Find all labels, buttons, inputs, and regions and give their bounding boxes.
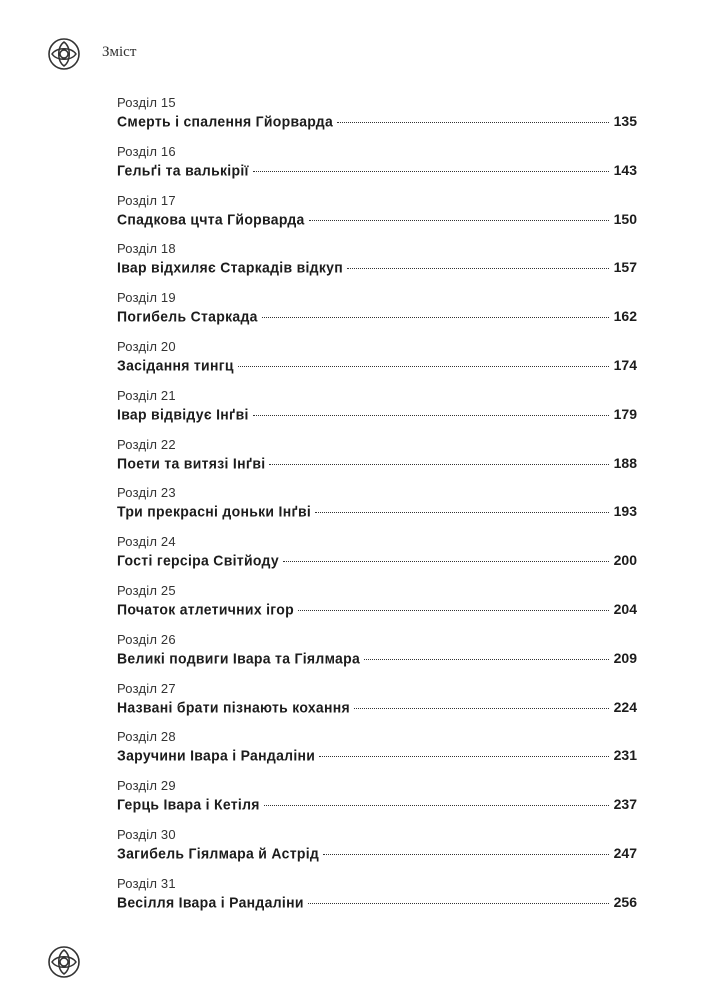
toc-title-line xyxy=(117,306,637,326)
page-number: 150 xyxy=(613,210,637,227)
toc-title-line xyxy=(117,257,637,277)
chapter-title: Гельґі та валькірії xyxy=(117,161,249,179)
dot-leader xyxy=(262,317,609,318)
chapter-title: Названі брати пізнають кохання xyxy=(117,697,350,716)
dot-leader xyxy=(364,659,609,660)
toc-entry xyxy=(117,582,637,631)
chapter-title: Великі подвиги Івара та Гіялмара xyxy=(117,649,361,667)
chapter-label: Розділ 22 xyxy=(117,436,176,452)
page-number: 135 xyxy=(613,113,637,129)
toc-title-line xyxy=(117,404,637,424)
chapter-title: Смерть і спалення Гйорварда xyxy=(117,112,334,130)
toc-title-line xyxy=(117,355,637,375)
toc-entry xyxy=(117,728,637,777)
toc-entry xyxy=(117,484,637,533)
dot-leader xyxy=(319,756,609,757)
chapter-label: Розділ 15 xyxy=(117,95,176,110)
chapter-title: Заручини Івара і Рандаліни xyxy=(117,746,316,764)
dot-leader xyxy=(253,415,609,416)
toc-title-line xyxy=(117,209,637,229)
toc-entry xyxy=(117,289,637,338)
page-number: 237 xyxy=(613,796,637,813)
page-number: 256 xyxy=(613,893,637,910)
chapter-label: Розділ 18 xyxy=(117,241,176,257)
chapter-label: Розділ 20 xyxy=(117,338,176,354)
toc-title-line xyxy=(117,501,637,521)
dot-leader xyxy=(323,854,609,855)
chapter-label: Розділ 24 xyxy=(117,534,176,550)
chapter-label: Розділ 17 xyxy=(117,192,176,208)
toc-title-line xyxy=(117,794,637,814)
page-header-title: Зміст xyxy=(102,44,137,60)
toc-entry xyxy=(117,240,637,289)
toc-entry xyxy=(117,875,637,924)
dot-leader xyxy=(308,903,609,904)
chapter-label: Розділ 23 xyxy=(117,485,176,501)
page-number: 188 xyxy=(613,454,637,471)
chapter-label: Розділ 25 xyxy=(117,582,176,598)
chapter-title: Гості герсіра Світйоду xyxy=(117,551,279,569)
chapter-title: Засідання тингц xyxy=(117,356,234,374)
page-number: 247 xyxy=(613,844,637,861)
page-number: 179 xyxy=(613,405,637,422)
chapter-title: Три прекрасні доньки Інґві xyxy=(117,502,312,521)
chapter-title: Загибель Гіялмара й Астрід xyxy=(117,844,320,862)
toc-title-line xyxy=(117,648,637,668)
toc-entry xyxy=(117,533,637,582)
toc-entry xyxy=(117,631,637,680)
page-number: 143 xyxy=(613,161,637,178)
chapter-label: Розділ 30 xyxy=(117,826,176,842)
chapter-title: Герць Івара і Кетіля xyxy=(117,795,260,813)
chapter-title: Погибель Старкада xyxy=(117,307,258,325)
dot-leader xyxy=(238,366,609,367)
toc-entry xyxy=(117,387,637,436)
chapter-title: Івар відхиляє Старкадів відкуп xyxy=(117,258,343,277)
toc-entry xyxy=(117,143,637,192)
toc-entry xyxy=(117,680,637,729)
dot-leader xyxy=(264,805,609,806)
dot-leader xyxy=(354,708,609,709)
dot-leader xyxy=(298,610,609,611)
page-number: 209 xyxy=(613,649,637,666)
chapter-label: Розділ 28 xyxy=(117,729,176,745)
toc-entry xyxy=(117,192,637,241)
chapter-title: Поети та витязі Інґві xyxy=(117,453,266,472)
toc-title-line xyxy=(117,745,637,765)
toc-entry xyxy=(117,94,637,143)
chapter-label: Розділ 19 xyxy=(117,290,176,306)
dot-leader xyxy=(253,171,609,172)
page-number: 231 xyxy=(613,747,637,764)
celtic-knot-icon xyxy=(47,37,81,71)
chapter-title: Весілля Івара і Рандаліни xyxy=(117,893,304,911)
chapter-label: Розділ 31 xyxy=(117,875,176,891)
toc-title-line xyxy=(117,160,637,180)
page-number: 193 xyxy=(613,503,637,520)
toc-entry xyxy=(117,338,637,387)
toc-entry xyxy=(117,777,637,826)
toc-title-line xyxy=(117,892,637,912)
toc-title-line xyxy=(117,453,637,473)
table-of-contents xyxy=(117,94,637,924)
dot-leader xyxy=(309,220,609,221)
page-number: 162 xyxy=(613,308,637,325)
page-number: 224 xyxy=(613,698,637,715)
toc-title-line xyxy=(117,697,637,717)
toc-title-line xyxy=(117,550,637,570)
page-number: 157 xyxy=(613,259,637,276)
dot-leader xyxy=(283,561,609,562)
celtic-knot-icon xyxy=(47,945,81,979)
dot-leader xyxy=(315,512,609,513)
chapter-title: Івар відвідує Інґві xyxy=(117,405,249,423)
chapter-label: Розділ 21 xyxy=(117,387,176,403)
toc-title-line xyxy=(117,111,637,131)
chapter-label: Розділ 27 xyxy=(117,680,176,696)
chapter-title: Спадкова цчта Гйорварда xyxy=(117,209,305,228)
page-number: 200 xyxy=(613,552,637,569)
dot-leader xyxy=(269,464,609,465)
toc-entry xyxy=(117,826,637,875)
chapter-label: Розділ 16 xyxy=(117,143,176,159)
page-number: 174 xyxy=(613,356,637,373)
toc-title-line xyxy=(117,843,637,863)
chapter-label: Розділ 26 xyxy=(117,631,176,647)
chapter-title: Початок атлетичних ігор xyxy=(117,600,294,618)
dot-leader xyxy=(337,122,609,123)
toc-title-line xyxy=(117,599,637,619)
toc-entry xyxy=(117,436,637,485)
chapter-label: Розділ 29 xyxy=(117,778,176,794)
dot-leader xyxy=(347,268,609,269)
page-number: 204 xyxy=(613,600,637,617)
